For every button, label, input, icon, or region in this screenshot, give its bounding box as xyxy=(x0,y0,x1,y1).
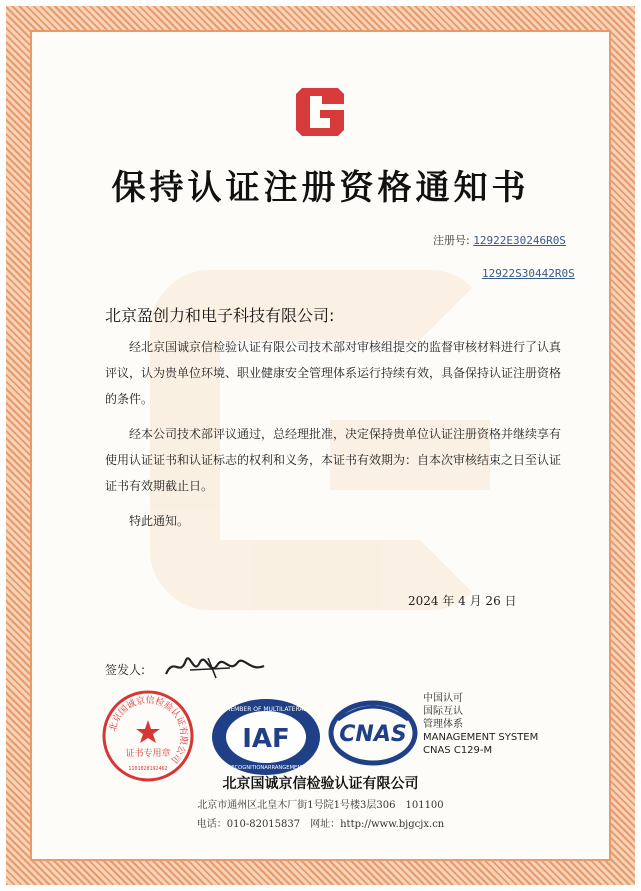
cnas-logo-icon xyxy=(328,700,418,766)
signer-label: 签发人: xyxy=(105,663,146,677)
notice-body xyxy=(105,334,565,534)
recipient-name: 北京盈创力和电子科技有限公司: xyxy=(105,306,335,325)
organization-address: 北京市通州区北皇木厂街1号院1号楼3层306 101100 xyxy=(197,800,444,811)
stamp-serial: 1101028192462 xyxy=(128,766,168,772)
registration-number-2: 12922S30442R0S xyxy=(482,267,575,280)
paragraph: 经本公司技术部评议通过，总经理批准，决定保持贵单位认证注册资格并继续享有使用认证证书和认证标志的权利和义务，本证书有效期为：自本次审核结束之日至认证证书有效期截止日。 xyxy=(105,427,562,493)
iaf-mark: IAF xyxy=(242,724,290,754)
signature-icon xyxy=(160,648,270,684)
issue-date: 2024 年 4 月 26 日 xyxy=(408,594,517,608)
registration-label: 注册号: xyxy=(433,234,470,247)
iaf-logo-icon xyxy=(210,697,322,777)
cnas-line: 国际互认 xyxy=(423,706,463,717)
certificate-title: 保持认证注册资格通知书 xyxy=(111,168,530,208)
company-logo-icon xyxy=(288,80,352,144)
organization-contact: 电话：010-82015837 网址：http://www.bjgcjx.cn xyxy=(196,819,445,830)
cnas-line: CNAS C129-M xyxy=(423,745,493,756)
official-stamp-icon xyxy=(100,688,196,784)
registration-number: 12922E30246R0S xyxy=(473,234,566,247)
cnas-line: MANAGEMENT SYSTEM xyxy=(423,732,539,743)
issuing-organization: 北京国诚京信检验认证有限公司 xyxy=(222,776,419,792)
stamp-ring-text: 北京国诚京信检验认证有限公司 xyxy=(108,695,189,765)
stamp-center-text: 证书专用章 xyxy=(125,749,171,759)
paragraph: 特此通知。 xyxy=(129,514,190,528)
cnas-line: 中国认可 xyxy=(423,693,463,704)
registration-line-1 xyxy=(433,232,566,248)
cnas-description xyxy=(423,692,538,757)
cnas-line: 管理体系 xyxy=(423,719,463,730)
cnas-mark: CNAS xyxy=(339,722,407,747)
iaf-top-text: MEMBER OF MULTILATERAL xyxy=(225,706,307,713)
iaf-bottom-text: RECOGNITIONARRANGEMENT xyxy=(227,765,305,771)
paragraph: 经北京国诚京信检验认证有限公司技术部对审核组提交的监督审核材料进行了认真评议，认为贵单位环境、职业健康安全管理体系运行持续有效，具备保持认证注册资格的条件。 xyxy=(105,340,562,406)
